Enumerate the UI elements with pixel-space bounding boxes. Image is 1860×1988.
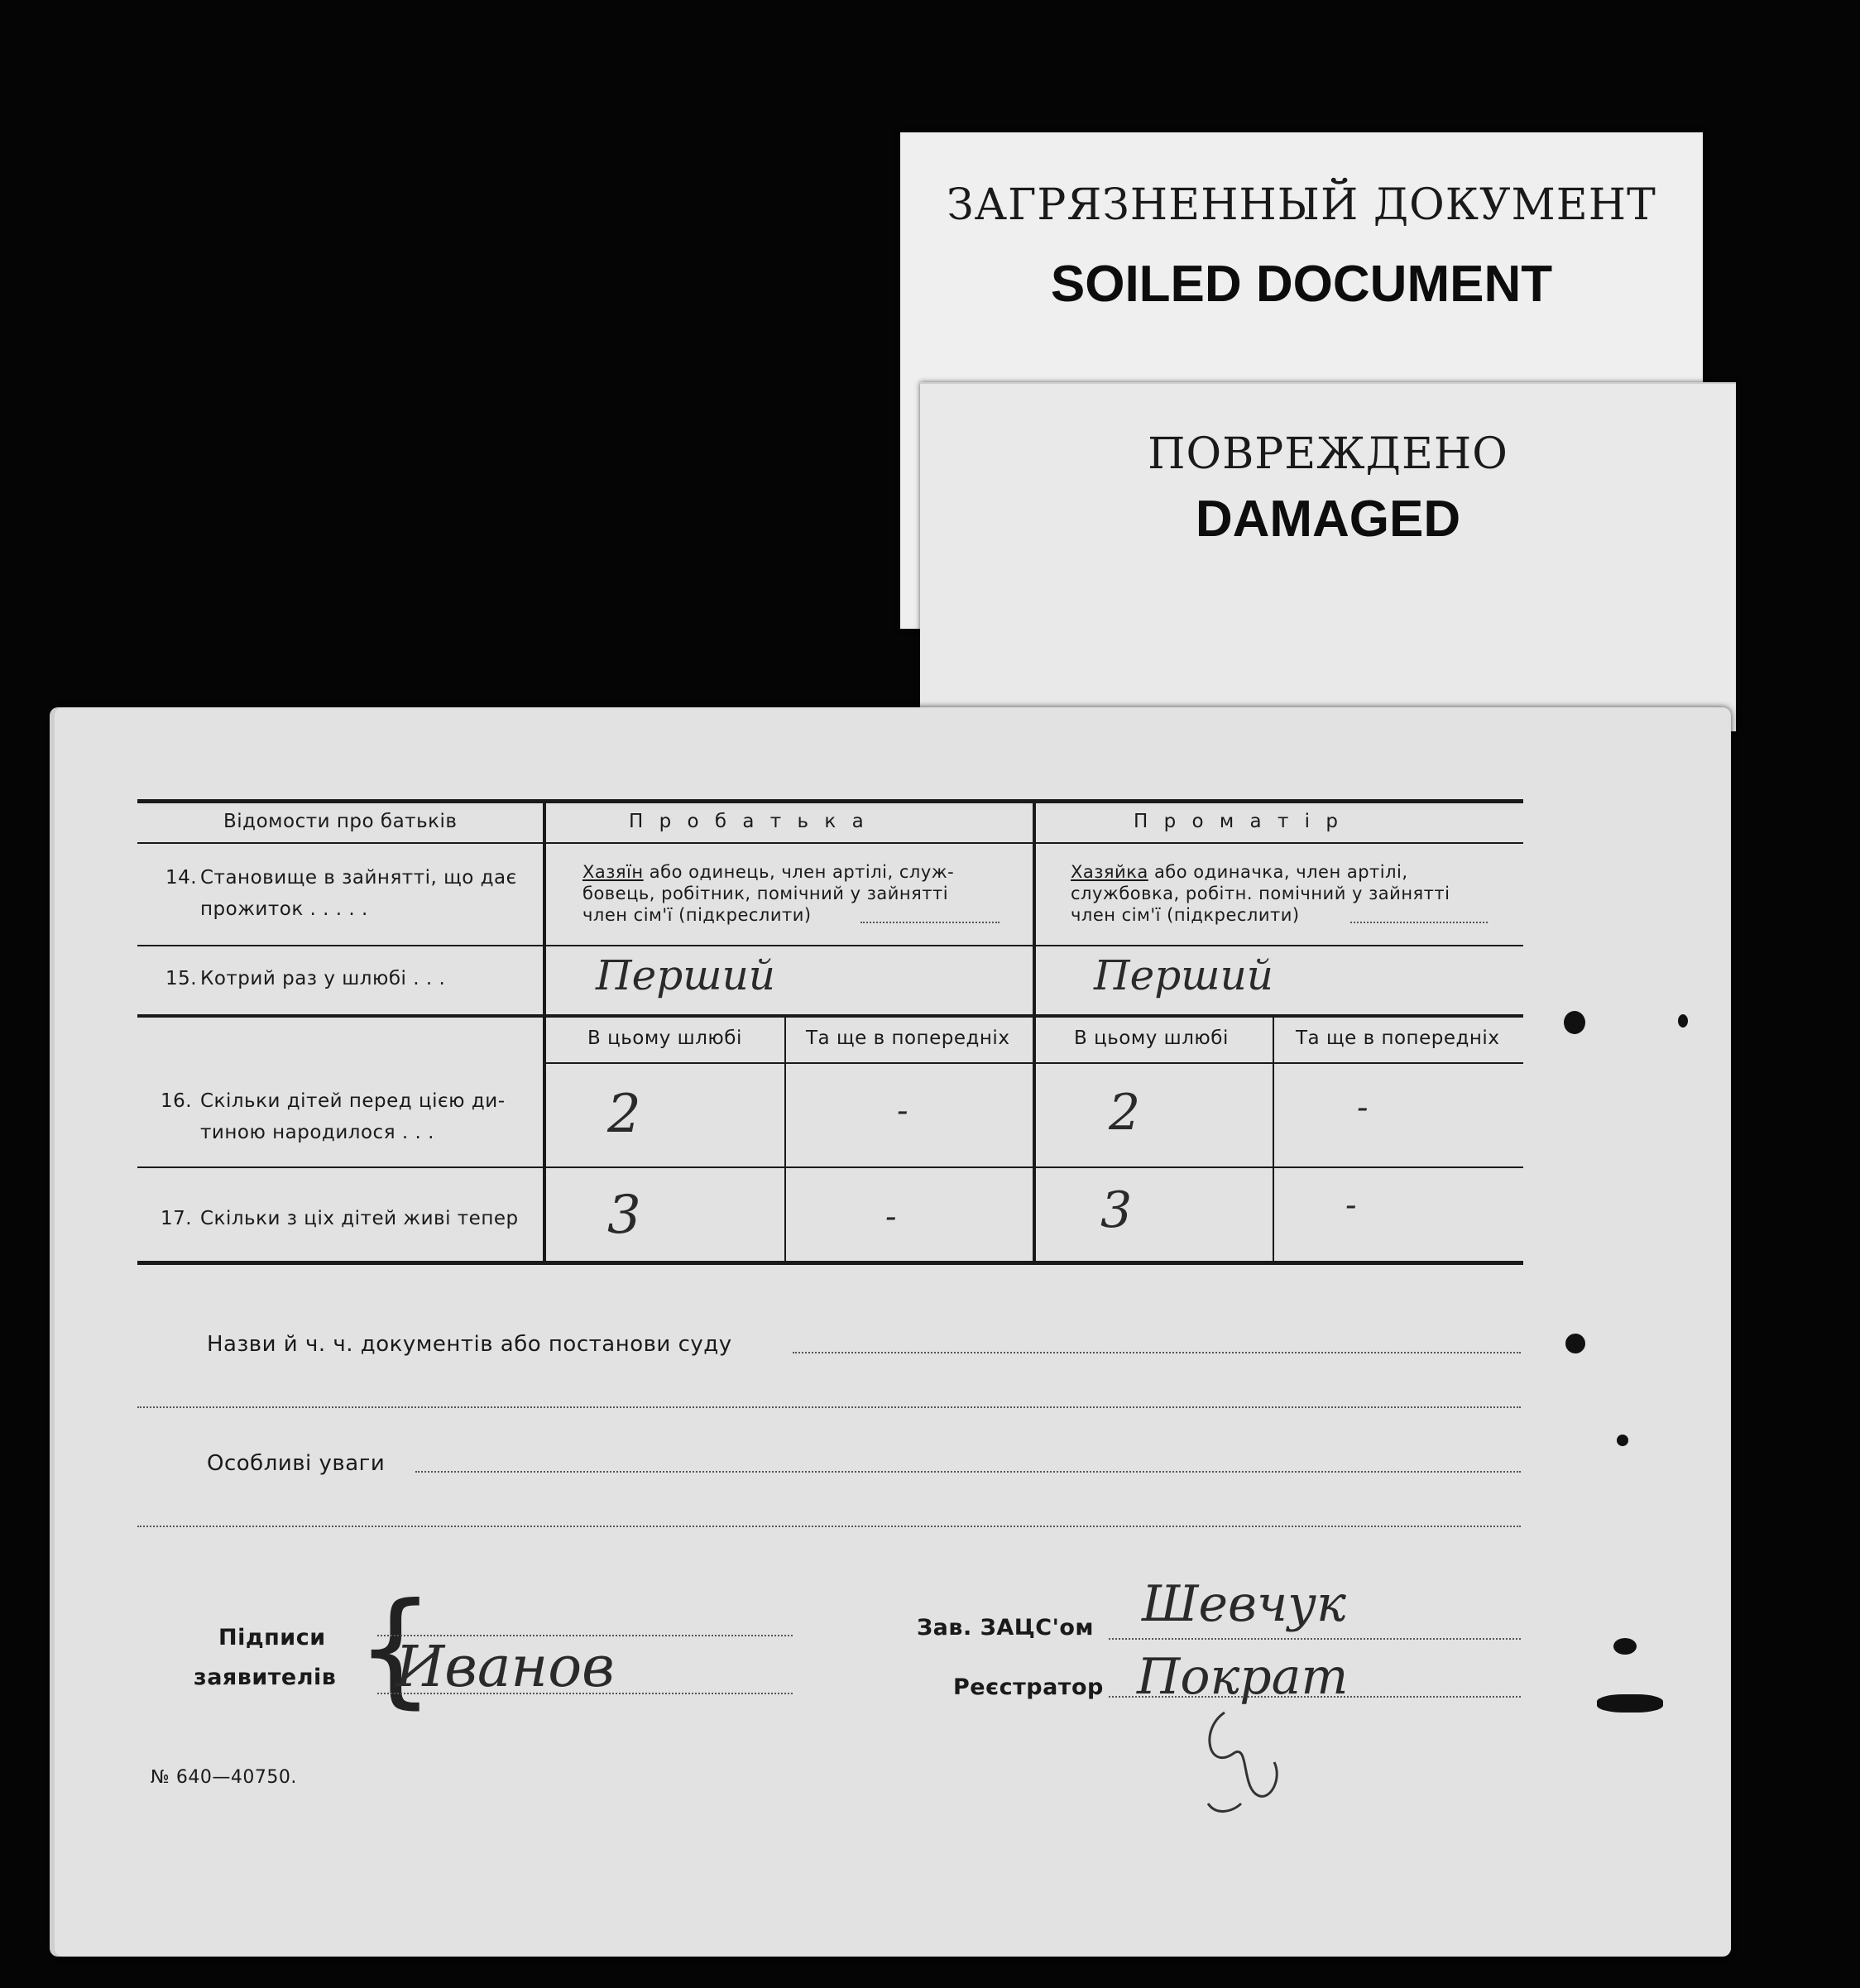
applicants-brace: { — [356, 1577, 435, 1721]
row14-father-underlined: Хазяїн — [582, 862, 644, 882]
col-divider-1 — [543, 801, 546, 1262]
damage-mark-1 — [1613, 1638, 1637, 1655]
notes-label: Особливі уваги — [207, 1451, 386, 1476]
head-registry-label: Зав. ЗАЦС'ом — [917, 1615, 1094, 1641]
applicant-signature: Иванов — [395, 1635, 615, 1700]
row17-father-prev-value: - — [885, 1198, 897, 1236]
row15-father-handwritten: Перший — [596, 951, 775, 999]
row16-mother-this-value: 2 — [1109, 1084, 1141, 1142]
subhead-father-this-marriage: В цьому шлюбі — [587, 1028, 742, 1049]
punch-hole-1 — [1564, 1011, 1585, 1034]
row14-number: 14. — [165, 867, 198, 889]
row14-mother-underlined: Хазяйка — [1071, 862, 1148, 882]
row16-mother-prev-value: - — [1357, 1089, 1369, 1127]
form-number: № 640—40750. — [151, 1767, 297, 1788]
row17-number: 17. — [161, 1208, 193, 1229]
damaged-label-russian: ПОВРЕЖДЕНО — [1148, 429, 1508, 479]
header-about-mother: П р о м а т і р — [1134, 811, 1343, 832]
row16-label-line2: тиною народилося . . . — [200, 1122, 434, 1143]
row16-number: 16. — [161, 1090, 193, 1112]
row15-label: Котрий раз у шлюбі . . . — [200, 968, 446, 989]
registrar-label: Реєстратор — [953, 1674, 1104, 1700]
row16-label-line1: Скільки дітей перед цією ди- — [200, 1090, 506, 1112]
row14-mother-dots — [1350, 922, 1488, 923]
row15-mother-handwritten: Перший — [1094, 951, 1273, 999]
table-top-rule — [137, 799, 1523, 803]
row17-father-this-value: 3 — [607, 1185, 641, 1246]
row15-rule — [137, 1014, 1523, 1018]
head-signature-line — [1109, 1638, 1521, 1640]
soiled-label-english: SOILED DOCUMENT — [1050, 256, 1553, 313]
row14-mother-line3: член сім'ї (підкреслити) — [1071, 905, 1300, 925]
header-about-father: П р о б а т ь к а — [629, 811, 869, 832]
row17-mother-this-value: 3 — [1100, 1181, 1133, 1239]
col-divider-father-sub — [784, 1018, 786, 1262]
row14-father-dots — [860, 922, 1000, 923]
notes-line-1 — [415, 1471, 1521, 1473]
row14-father-line3: член сім'ї (підкреслити) — [582, 905, 812, 925]
damage-mark-3 — [1617, 1435, 1628, 1446]
row16-father-prev-value: - — [897, 1092, 908, 1130]
subhead-mother-previous: Та ще в попередніх — [1296, 1028, 1500, 1049]
row14-label-line1: Становище в зайнятті, що дає — [200, 867, 517, 889]
row15-number: 15. — [165, 968, 198, 989]
row14-father-line1 — [582, 862, 954, 882]
col-divider-2 — [1033, 801, 1036, 1262]
subhead-father-previous: Та ще в попередніх — [806, 1028, 1010, 1049]
registrar-signature: Пократ — [1137, 1648, 1349, 1706]
registrar-signature-flourish — [1191, 1696, 1324, 1820]
row14-label-line2: прожиток . . . . . — [200, 898, 368, 920]
damaged-label-english: DAMAGED — [1195, 491, 1461, 548]
row14-mother-line2: службовка, робітн. помічний у зайнятті — [1071, 884, 1450, 903]
table-bottom-rule — [137, 1261, 1523, 1265]
table-header-rule — [137, 842, 1523, 844]
damage-mark-2 — [1597, 1694, 1663, 1713]
row14-mother-line1 — [1071, 862, 1408, 882]
documents-line-1 — [793, 1352, 1521, 1353]
soiled-label-russian: ЗАГРЯЗНЕННЫЙ ДОКУМЕНТ — [947, 180, 1656, 230]
header-parents-info: Відомости про батьків — [223, 811, 458, 832]
subhead-mother-this-marriage: В цьому шлюбі — [1074, 1028, 1229, 1049]
documents-line-2 — [137, 1406, 1521, 1408]
damaged-label — [920, 382, 1736, 731]
row16-father-this-value: 2 — [607, 1084, 641, 1145]
documents-label: Назви й ч. ч. документів або постанови суду — [207, 1332, 732, 1357]
head-signature: Шевчук — [1142, 1575, 1346, 1633]
row14-rule — [137, 945, 1523, 946]
row14-father-line1-rest: або одинець, член артілі, служ- — [643, 862, 955, 882]
row16-rule — [137, 1166, 1523, 1168]
row14-father-line2: бовець, робітник, помічний у зайнятті — [582, 884, 949, 903]
applicants-label-line1: Підписи — [218, 1625, 326, 1650]
col-divider-mother-sub — [1273, 1018, 1274, 1262]
notes-line-2 — [137, 1526, 1521, 1527]
punch-hole-2 — [1565, 1334, 1585, 1353]
row17-label: Скільки з ціх дітей живі тепер — [200, 1208, 519, 1229]
damage-mark-4 — [1678, 1014, 1688, 1028]
row17-mother-prev-value: - — [1345, 1186, 1357, 1224]
applicants-label-line2: заявителів — [194, 1665, 337, 1690]
row14-mother-line1-rest: або одиначка, член артілі, — [1148, 862, 1408, 882]
